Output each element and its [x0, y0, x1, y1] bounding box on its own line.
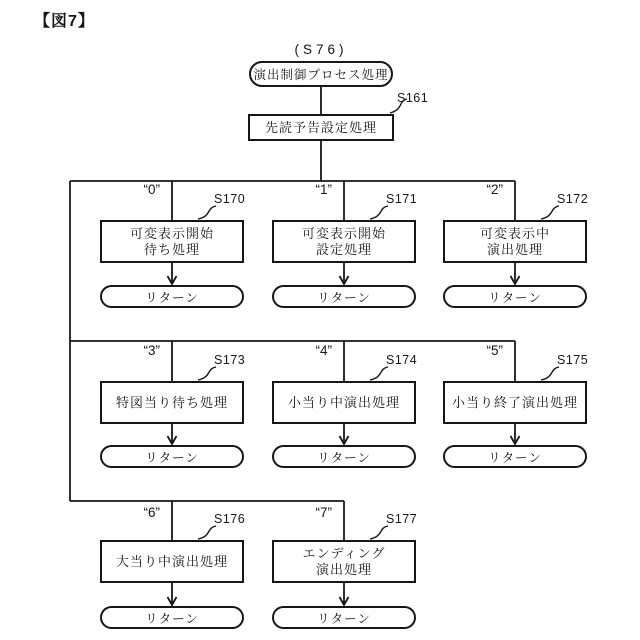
figure-title: 【図7】 [34, 13, 95, 30]
process-box-s170: 可変表示開始 待ち処理 [100, 220, 244, 263]
branch-value-4: “4” [315, 343, 332, 358]
step-label-s170: S170 [214, 192, 246, 206]
process-box-s177: エンディング 演出処理 [272, 540, 416, 583]
return-terminal-6: リターン [100, 606, 244, 629]
branch-value-0: “0” [143, 182, 160, 197]
process-box-s174: 小当り中演出処理 [272, 381, 416, 424]
process-box-s171: 可変表示開始 設定処理 [272, 220, 416, 263]
step-label-s174: S174 [386, 353, 418, 367]
return-terminal-3: リターン [100, 445, 244, 468]
branch-value-2: “2” [486, 182, 503, 197]
step-label-s173: S173 [214, 353, 246, 367]
return-terminal-4: リターン [272, 445, 416, 468]
start-terminal: 演出制御プロセス処理 [249, 61, 393, 87]
branch-value-7: “7” [315, 505, 332, 520]
entry-step-ref: (S76) [294, 42, 348, 57]
process-box-s176: 大当り中演出処理 [100, 540, 244, 583]
process-box-s173: 特図当り待ち処理 [100, 381, 244, 424]
step-label-s175: S175 [557, 353, 589, 367]
step-label-s177: S177 [386, 512, 418, 526]
setup-process-box: 先読予告設定処理 [248, 114, 394, 141]
step-label-s161: S161 [397, 91, 429, 105]
step-label-s172: S172 [557, 192, 589, 206]
branch-value-6: “6” [143, 505, 160, 520]
step-label-s176: S176 [214, 512, 246, 526]
branch-value-3: “3” [143, 343, 160, 358]
branch-value-1: “1” [315, 182, 332, 197]
return-terminal-7: リターン [272, 606, 416, 629]
process-box-s172: 可変表示中 演出処理 [443, 220, 587, 263]
return-terminal-2: リターン [443, 285, 587, 308]
branch-value-5: “5” [486, 343, 503, 358]
return-terminal-0: リターン [100, 285, 244, 308]
return-terminal-1: リターン [272, 285, 416, 308]
return-terminal-5: リターン [443, 445, 587, 468]
process-box-s175: 小当り終了演出処理 [443, 381, 587, 424]
step-label-s171: S171 [386, 192, 418, 206]
